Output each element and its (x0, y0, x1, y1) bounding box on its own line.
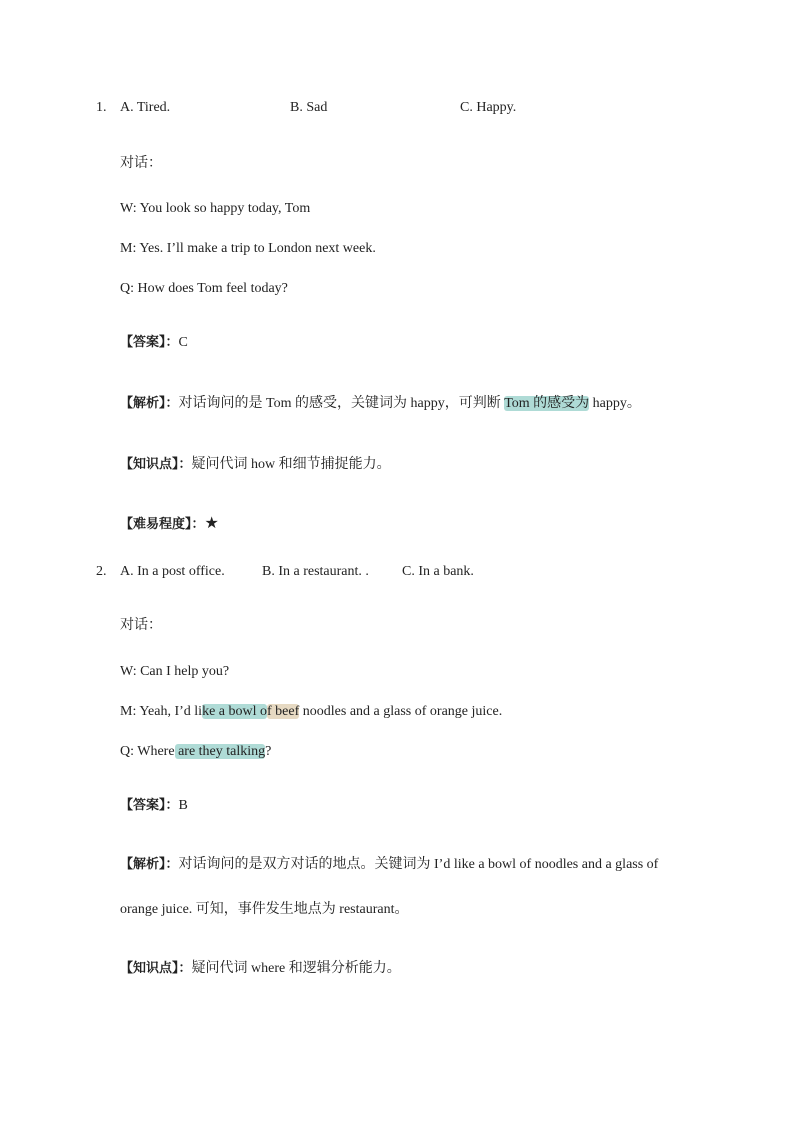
text-run: noodles and a glass of orange juice. (299, 704, 503, 719)
knowledge-text: 疑问代词 how 和细节捕捉能力。 (191, 457, 391, 472)
option-a: A. Tired. (120, 100, 171, 115)
analysis-row (120, 392, 641, 412)
answer-label: 【答案】： (120, 798, 179, 813)
option-b: B. Sad (290, 100, 328, 115)
question-number: 1. (96, 100, 107, 115)
highlighted-text: are they talking (174, 744, 266, 759)
option-a: A. In a post office. (120, 564, 225, 579)
dialog-line: W: Can I help you? (120, 664, 230, 679)
knowledge-label: 【知识点】： (120, 457, 192, 472)
highlighted-text: Tom 的感受为 (504, 396, 590, 411)
answer-row (120, 794, 188, 814)
dialog-question: Q: How does Tom feel today? (120, 281, 288, 296)
star-icon: ★ (204, 513, 219, 532)
option-c: C. Happy. (460, 100, 517, 115)
analysis-text: happy。 (589, 396, 641, 411)
text-run: ? (265, 744, 272, 759)
text-run: M: Yeah, I’d li (120, 704, 203, 719)
dialog-line: M: Yes. I’ll make a trip to London next week. (120, 241, 376, 256)
option-c: C. In a bank. (402, 564, 474, 579)
analysis-text: 对话询问的是 Tom 的感受，关键词为 happy，可判断 (178, 396, 505, 411)
dialog-label: 对话： (120, 156, 162, 171)
dialog-label: 对话： (120, 618, 162, 633)
text-run: Q: Where (120, 744, 175, 759)
question-number: 2. (96, 564, 107, 579)
dialog-question (120, 744, 271, 760)
highlighted-text: ke a bowl o (202, 704, 267, 719)
answer-label: 【答案】： (120, 335, 179, 350)
option-b: B. In a restaurant. . (262, 564, 369, 579)
knowledge-row (120, 453, 391, 473)
highlighted-text: f beef (267, 704, 300, 719)
analysis-label: 【解析】： (120, 857, 179, 872)
answer-row (120, 331, 188, 351)
difficulty-row (120, 513, 219, 533)
difficulty-label: 【难易程度】： (120, 517, 205, 532)
analysis-row (120, 853, 658, 873)
knowledge-label: 【知识点】： (120, 961, 192, 976)
dialog-line: W: You look so happy today, Tom (120, 201, 311, 216)
knowledge-row (120, 957, 401, 977)
analysis-text: 对话询问的是双方对话的地点。关键词为 I’d like a bowl of noodles and a glass of (178, 857, 659, 872)
analysis-label: 【解析】： (120, 396, 179, 411)
answer-value: C (178, 335, 188, 350)
analysis-continuation: orange juice. 可知，事件发生地点为 restaurant。 (120, 902, 409, 917)
knowledge-text: 疑问代词 where 和逻辑分析能力。 (191, 961, 401, 976)
answer-value: B (178, 798, 188, 813)
dialog-line (120, 704, 502, 720)
